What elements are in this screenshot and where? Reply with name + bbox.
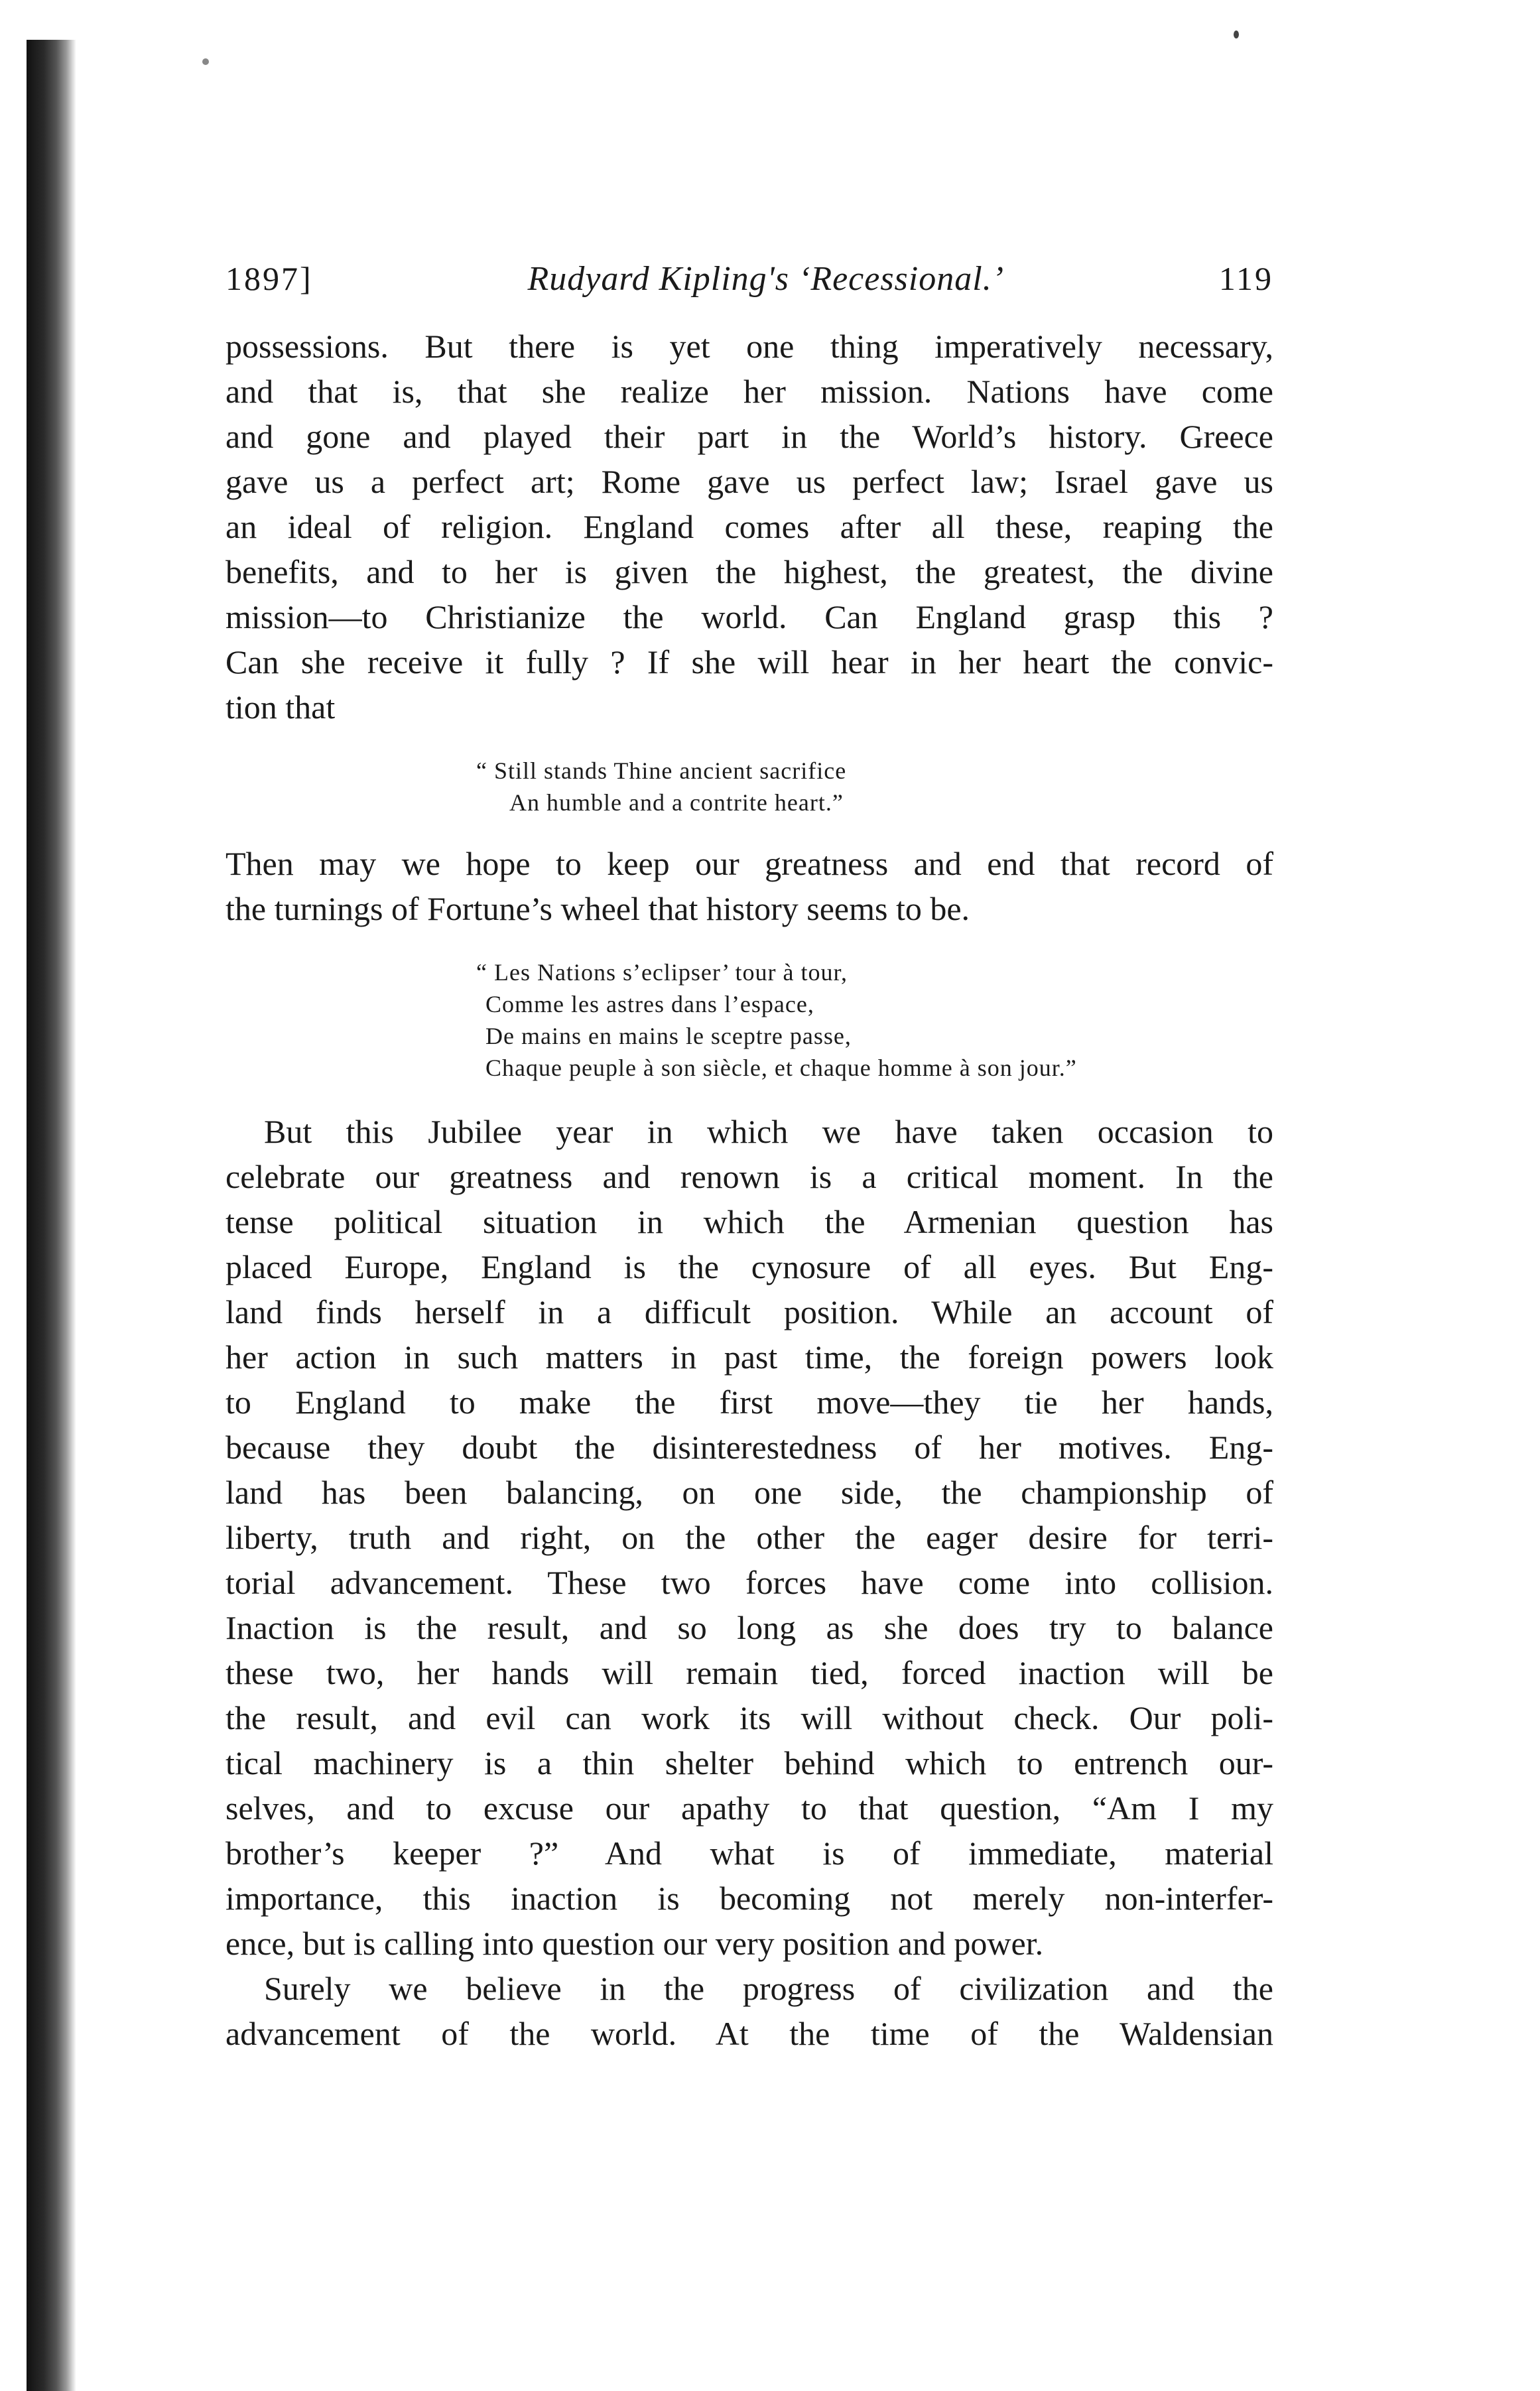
scan-speck: [1234, 31, 1239, 38]
text-line: advancement of the world. At the time of the Waldensian: [225, 2015, 1273, 2052]
text-line: torial advancement. These two forces have come into collision.: [225, 1564, 1273, 1601]
kipling-quotation: [225, 755, 1273, 818]
text-line: Inaction is the result, and so long as she does try to balance: [225, 1609, 1273, 1646]
text-line: possessions. But there is yet one thing imperatively necessary,: [225, 328, 1273, 365]
text-line: benefits, and to her is given the highest, the greatest, the divine: [225, 553, 1273, 590]
page-binding-edge: [27, 40, 76, 2391]
page-number: 119: [1218, 260, 1273, 297]
text-line: gave us a perfect art; Rome gave us perfect law; Israel gave us: [225, 463, 1273, 500]
running-head: [225, 259, 1273, 312]
running-head-year: 1897]: [225, 260, 313, 297]
text-line: ence, but is calling into question our very position and power.: [225, 1925, 1044, 1962]
quote-line: An humble and a contrite heart.”: [509, 789, 844, 816]
running-head-title: Rudyard Kipling's ‘Recessional.’: [527, 260, 1005, 298]
text-line: her action in such matters in past time, the foreign powers look: [225, 1338, 1273, 1376]
text-line: to England to make the first move—they tie her hands,: [225, 1384, 1273, 1421]
text-line: importance, this inaction is becoming not merely non-interfer-: [225, 1880, 1273, 1917]
quote-line: “ Still stands Thine ancient sacrifice: [476, 757, 847, 784]
text-line: liberty, truth and right, on the other the eager desire for terri-: [225, 1519, 1273, 1556]
paragraph-possessions: [225, 324, 1273, 730]
text-line: selves, and to excuse our apathy to that question, “Am I my: [225, 1789, 1273, 1827]
text-line: the turnings of Fortune’s wheel that history seems to be.: [225, 890, 970, 927]
paragraph-jubilee: [225, 1109, 1273, 1966]
text-line: tion that: [225, 688, 336, 726]
text-line: placed Europe, England is the cynosure of all eyes. But Eng-: [225, 1248, 1273, 1285]
text-line: land has been balancing, on one side, the championship of: [225, 1474, 1273, 1511]
text-line: Then may we hope to keep our greatness and end that record of: [225, 845, 1273, 882]
text-line: these two, her hands will remain tied, forced inaction will be: [225, 1654, 1273, 1691]
text-line: mission—to Christianize the world. Can England grasp this ?: [225, 598, 1273, 635]
quote-line: Chaque peuple à son siècle, et chaque homme à son jour.”: [485, 1055, 1077, 1081]
paragraph-greatness: [225, 841, 1273, 931]
text-line: brother’s keeper ?” And what is of immediate, material: [225, 1835, 1273, 1872]
scan-speck: [202, 58, 209, 65]
quote-line: Comme les astres dans l’espace,: [485, 991, 814, 1017]
text-line: land finds herself in a difficult position. While an account of: [225, 1293, 1273, 1330]
text-line: celebrate our greatness and renown is a critical moment. In the: [225, 1158, 1273, 1195]
text-line: Surely we believe in the progress of civilization and the: [264, 1970, 1273, 2007]
text-line: Can she receive it fully ? If she will hear in her heart the convic-: [225, 643, 1273, 680]
quote-line: De mains en mains le sceptre passe,: [485, 1023, 852, 1049]
text-line: tical machinery is a thin shelter behind which to entrench our-: [225, 1744, 1273, 1781]
text-line: the result, and evil can work its will without check. Our poli-: [225, 1699, 1273, 1736]
text-line: because they doubt the disinterestedness of her motives. Eng-: [225, 1429, 1273, 1466]
paragraph-civilization: [225, 1966, 1273, 2056]
french-quotation: [225, 956, 1273, 1084]
quote-line: “ Les Nations s’eclipser’ tour à tour,: [476, 959, 848, 986]
text-line: and that is, that she realize her mission. Nations have come: [225, 373, 1273, 410]
text-line: But this Jubilee year in which we have taken occasion to: [264, 1113, 1273, 1150]
book-page: [225, 259, 1273, 2056]
text-line: an ideal of religion. England comes after all these, reaping the: [225, 508, 1273, 545]
text-line: and gone and played their part in the World’s history. Greece: [225, 418, 1273, 455]
text-line: tense political situation in which the Armenian question has: [225, 1203, 1273, 1240]
